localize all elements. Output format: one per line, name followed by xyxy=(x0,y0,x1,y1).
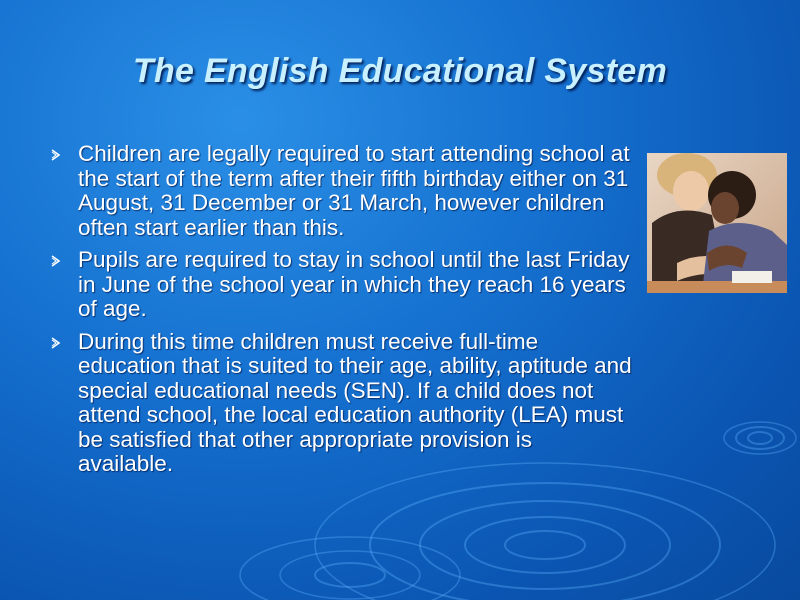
students-studying-photo xyxy=(647,153,787,293)
bullet-list xyxy=(48,142,633,485)
chevron-arrow-icon xyxy=(50,149,62,161)
bullet-item-full-time-education xyxy=(48,330,633,477)
bullet-item-school-start xyxy=(48,142,633,240)
bullet-text: During this time children must receive full-time education that is suited to their age, ability, aptitude and special educational needs (SEN). If a child does not attend school, the local education authority (LEA) must be satisfied that other appropriate provision is available. xyxy=(78,328,632,476)
bullet-text: Pupils are required to stay in school until the last Friday in June of the school year in which they reach 16 years of age. xyxy=(78,247,630,321)
chevron-arrow-icon xyxy=(50,255,62,267)
bullet-text: Children are legally required to start attending school at the start of the term after their fifth birthday either on 31 August, 31 December or 31 March, however children often start earlier than this. xyxy=(78,141,630,240)
bullet-item-leaving-age xyxy=(48,248,633,322)
slide-title: The English Educational System xyxy=(132,52,668,90)
chevron-arrow-icon xyxy=(50,337,62,349)
